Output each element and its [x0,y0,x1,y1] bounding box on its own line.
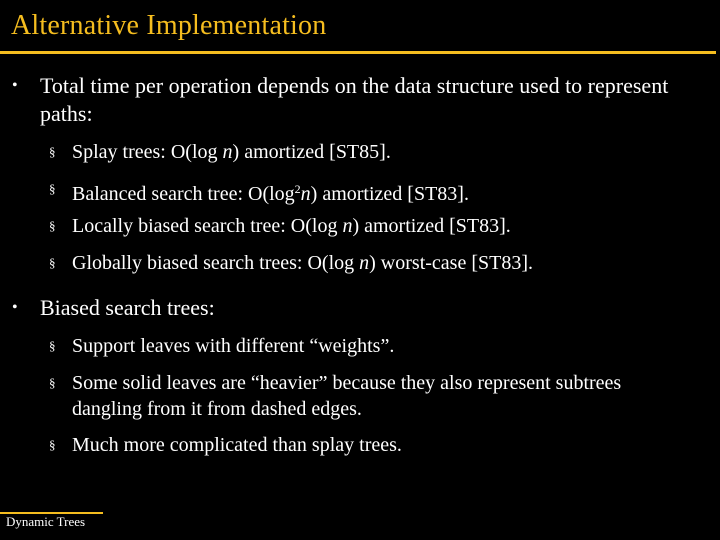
sub-bullet-splay [49,139,712,165]
sub-bullet-text-post: ) amortized [ST85]. [232,141,391,163]
sub-bullet-text: Support leaves with different “weights”. [72,335,395,357]
sub-bullet-balanced [49,176,712,207]
variable-n: n [342,215,353,237]
sub-bullet-text: Some solid leaves are “heavier” because they also represent subtrees dangling from it from dashed edges. [72,372,622,420]
sub-bullet-locally-biased [49,213,712,239]
bullet-data-structures [12,72,712,128]
sub-bullet-text-post: ) worst-case [ST83]. [369,252,533,274]
sub-bullet-marker: § [49,437,56,452]
slide-title: Alternative Implementation [11,10,327,41]
sub-bullet-text-pre: Globally biased search trees: O(log [72,252,360,274]
bullet-biased-search-trees [12,294,712,322]
sub-bullet-text-post: ) amortized [ST83]. [352,215,511,237]
sub-bullet-text-post: ) amortized [ST83]. [310,183,469,205]
exponent: 2 [294,182,301,196]
sub-bullet-text-pre: Locally biased search tree: O(log [72,215,343,237]
sub-bullet-complicated [49,432,712,458]
sub-bullet-weights [49,333,712,359]
sub-bullet-text: Much more complicated than splay trees. [72,434,402,456]
bullet-text: Biased search trees: [40,295,215,320]
sub-bullet-marker: § [49,375,56,390]
sub-bullet-marker: § [49,218,56,233]
bullet-dot: • [12,77,18,94]
bullet-dot: • [12,299,18,316]
title-underline [0,51,716,54]
sub-bullet-marker: § [49,255,56,270]
sub-bullet-marker: § [49,338,56,353]
sub-bullet-marker: § [49,144,56,159]
variable-n: n [300,183,311,205]
sub-bullet-marker: § [49,181,56,196]
sub-bullet-globally-biased [49,250,712,276]
bullet-text: Total time per operation depends on the data structure used to represent paths: [40,73,669,126]
sub-bullet-text-pre: Splay trees: O(log [72,141,223,163]
sub-bullet-text-pre: Balanced search tree: O(log [72,183,295,205]
variable-n: n [359,252,370,274]
sub-bullet-heavier-leaves [49,370,672,422]
footer-label: Dynamic Trees [6,514,86,529]
variable-n: n [222,141,233,163]
